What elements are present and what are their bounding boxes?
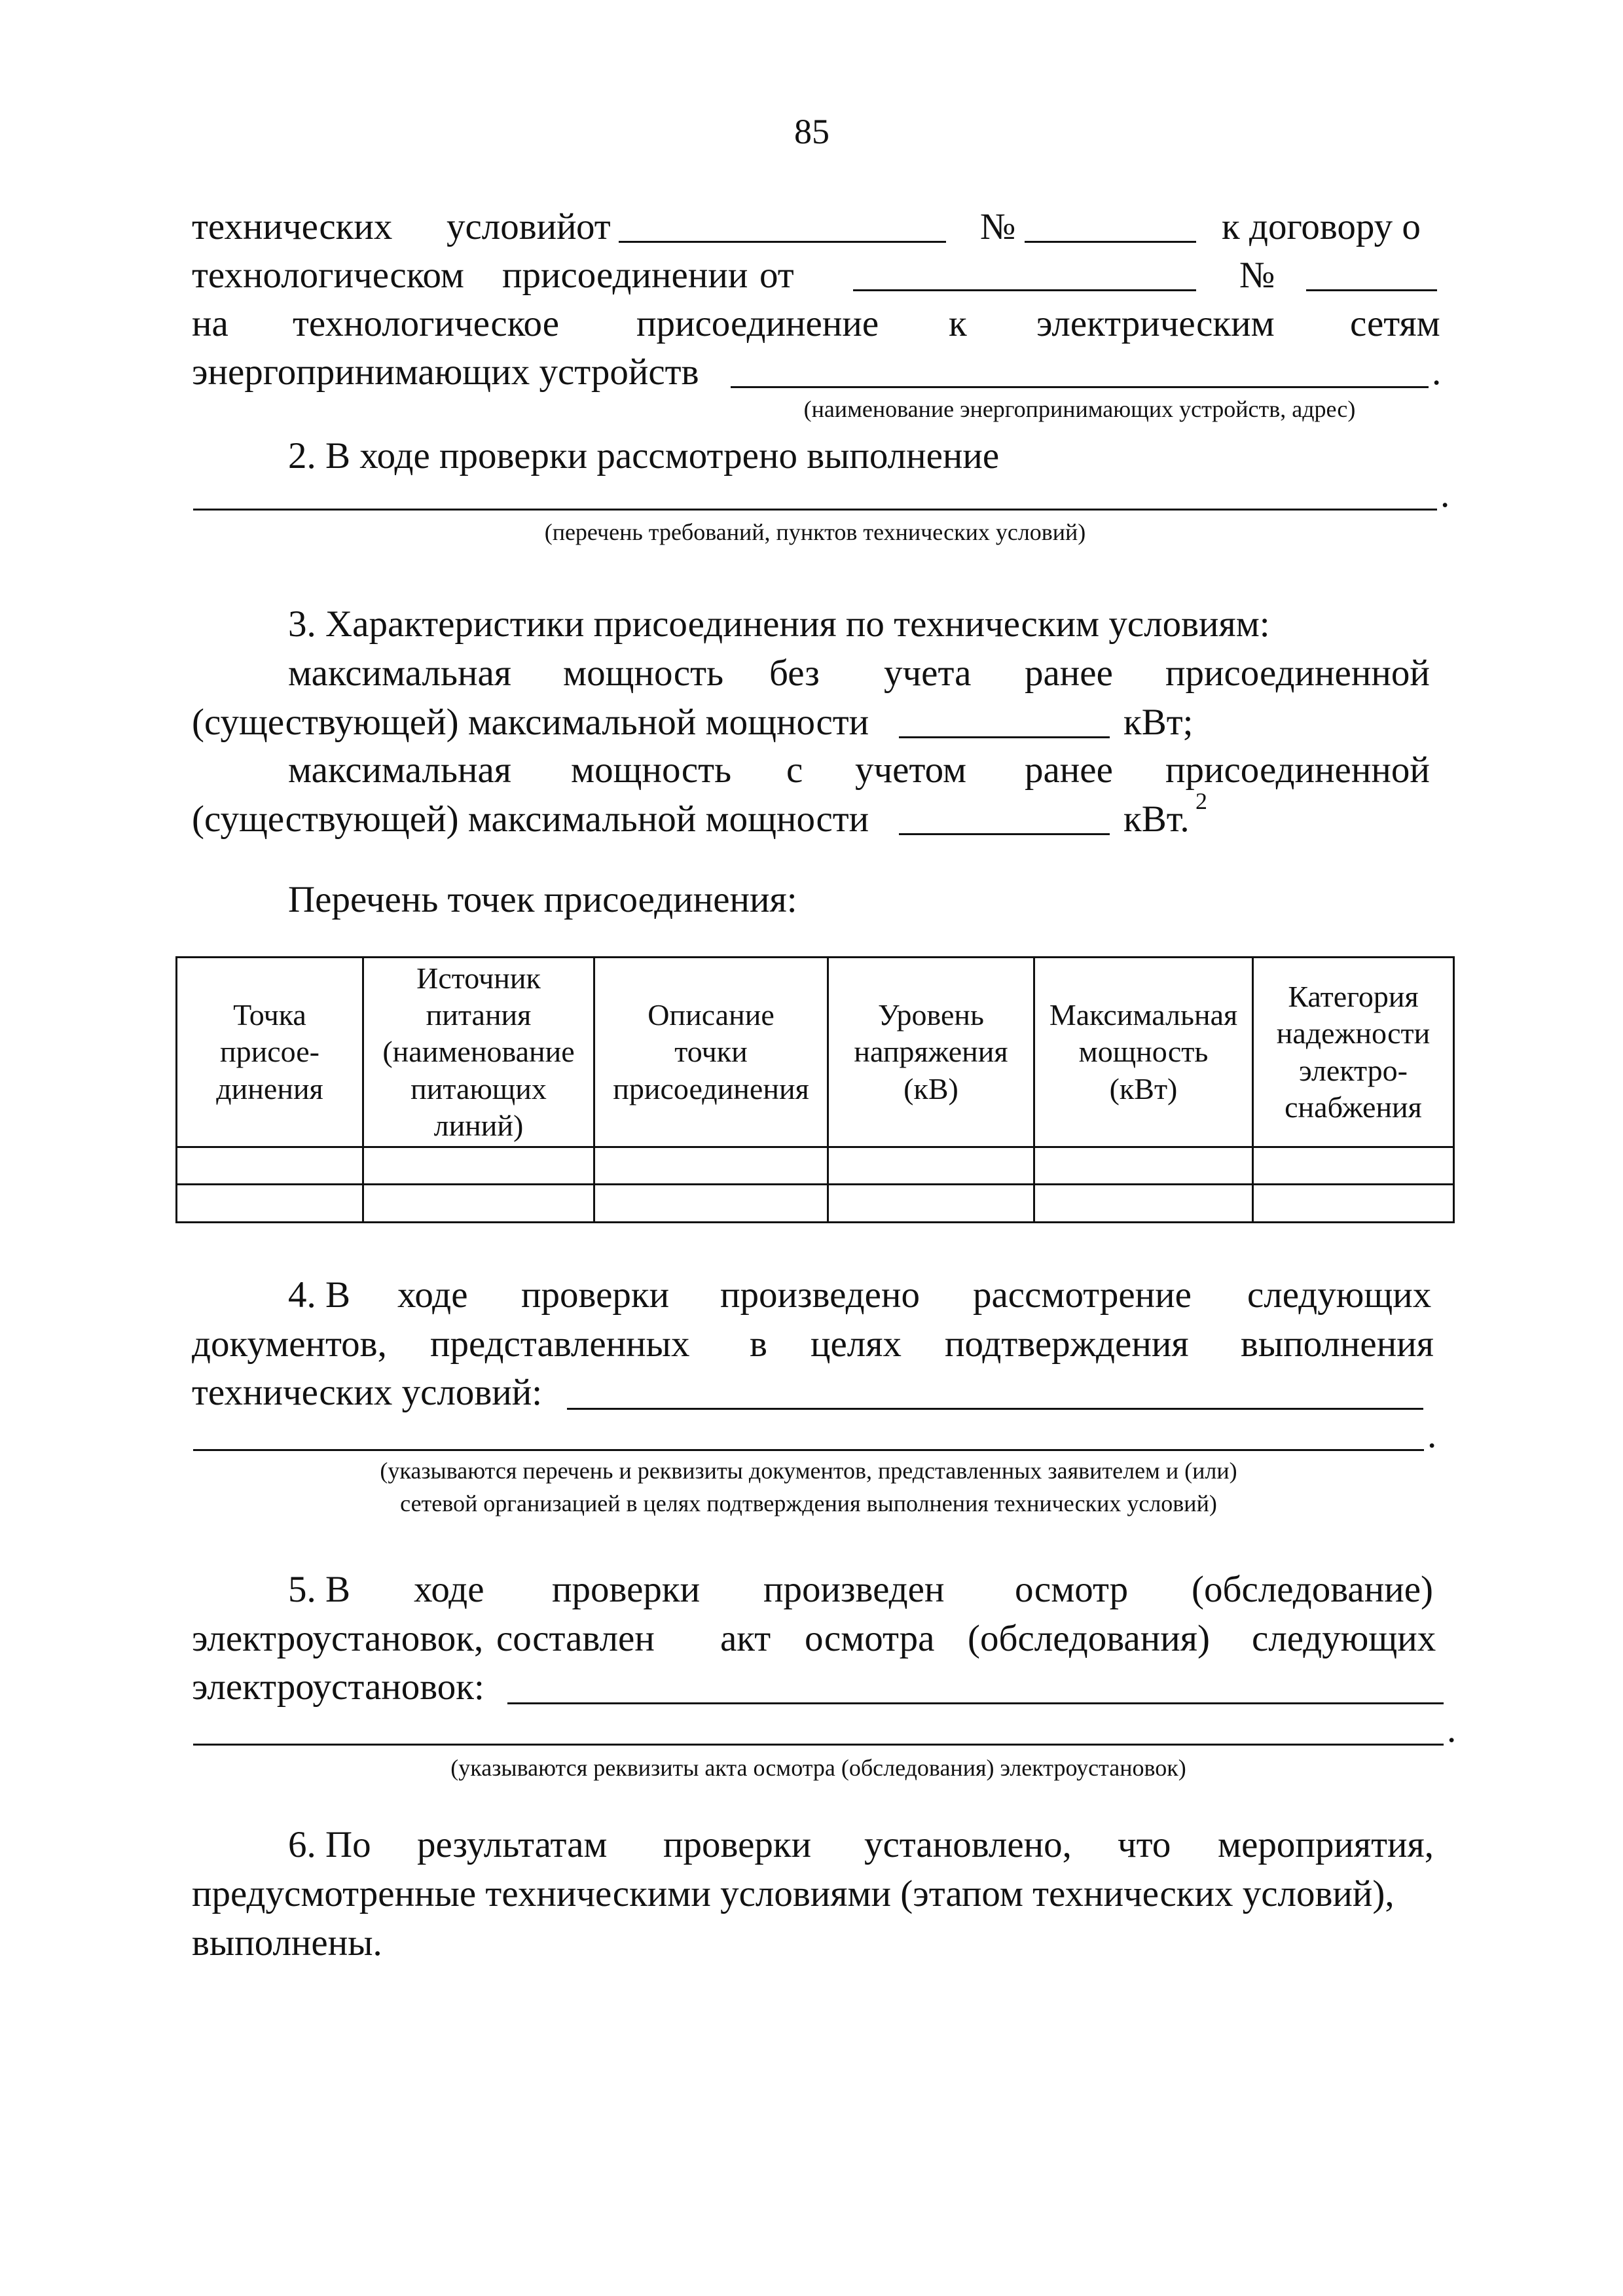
- max-power-without-blank[interactable]: [899, 736, 1110, 738]
- header-line: присое-: [220, 1035, 319, 1069]
- table-cell[interactable]: [364, 1148, 593, 1183]
- section-5-word: акт: [720, 1618, 771, 1659]
- section-4-word: произведено: [720, 1274, 920, 1316]
- header-line: (наименование: [382, 1035, 575, 1069]
- table-cell[interactable]: [595, 1185, 827, 1221]
- section-6-word: что: [1118, 1824, 1171, 1865]
- section-3-text: (существующей) максимальной мощности: [192, 702, 869, 743]
- intro-word: электрическим: [1036, 303, 1275, 344]
- intro-word: на: [192, 303, 228, 344]
- table-header-cell: [595, 958, 827, 1146]
- intro-word: технических: [192, 206, 393, 247]
- section-3-word: учетом: [855, 749, 967, 791]
- table-header-cell: [1254, 958, 1453, 1146]
- number-sign: №: [980, 206, 1016, 247]
- period: .: [1440, 474, 1450, 515]
- section-6-word: мероприятия,: [1218, 1824, 1434, 1865]
- section-5-word: проверки: [552, 1569, 701, 1610]
- page-number: 85: [794, 112, 830, 151]
- section-6-word: результатам: [417, 1824, 608, 1865]
- section-4-word: 4. В: [288, 1274, 351, 1316]
- devices-caption: (наименование энергопринимающих устройств, адрес): [803, 396, 1356, 422]
- section-4-word: представленных: [430, 1323, 690, 1365]
- section-3-word: ранее: [1025, 749, 1113, 791]
- section-6-word: установлено,: [864, 1824, 1072, 1865]
- section-5-word: 5. В: [288, 1569, 351, 1610]
- contract-date-blank[interactable]: [853, 289, 1196, 291]
- header-line: присоединения: [613, 1071, 809, 1105]
- table-border: [175, 1221, 1455, 1223]
- section-2-text: 2. В ходе проверки рассмотрено выполнение: [288, 435, 1000, 476]
- header-line: мощность: [1078, 1035, 1209, 1069]
- header-line: электро-: [1298, 1053, 1408, 1087]
- inspection-act-blank[interactable]: [507, 1702, 1444, 1704]
- header-line: Точка: [233, 998, 306, 1032]
- section-6-text: предусмотренные техническими условиями (этапом технических условий),: [192, 1873, 1395, 1914]
- requirements-blank[interactable]: [193, 509, 1437, 511]
- header-line: Категория: [1288, 980, 1419, 1014]
- table-cell[interactable]: [1035, 1148, 1252, 1183]
- section-3-word: присоединенной: [1165, 749, 1430, 791]
- devices-blank[interactable]: [731, 386, 1429, 388]
- intro-word: от: [576, 206, 611, 247]
- section-3-title: 3. Характеристики присоединения по техническим условиям:: [288, 603, 1270, 645]
- requirements-caption: (перечень требований, пунктов технических условий): [544, 519, 1086, 545]
- table-cell[interactable]: [829, 1148, 1033, 1183]
- section-4-word: целях: [811, 1323, 902, 1365]
- section-6-word: 6. По: [288, 1824, 371, 1865]
- section-5-word: ходе: [414, 1569, 484, 1610]
- intro-word: технологическое: [293, 303, 560, 344]
- intro-word: сетям: [1350, 303, 1440, 344]
- header-line: Описание: [647, 998, 775, 1032]
- section-3-text: (существующей) максимальной мощности: [192, 798, 869, 840]
- documents-blank-2[interactable]: [193, 1449, 1424, 1451]
- table-header-cell: [177, 958, 362, 1146]
- section-4-word: рассмотрение: [973, 1274, 1192, 1316]
- section-4-word: проверки: [521, 1274, 670, 1316]
- period: .: [1447, 1709, 1457, 1750]
- section-5-word: (обследование): [1192, 1569, 1434, 1610]
- unit-kw: кВт;: [1123, 702, 1194, 743]
- header-line: линий): [433, 1108, 524, 1142]
- section-5-text: электроустановок:: [192, 1666, 484, 1708]
- section-5-word: следующих: [1252, 1618, 1436, 1659]
- section-4-word: следующих: [1247, 1274, 1432, 1316]
- section-3-word: максимальная: [288, 653, 511, 694]
- header-line: Максимальная: [1049, 998, 1238, 1032]
- table-header-cell: [829, 958, 1033, 1146]
- section-5-word: произведен: [763, 1569, 945, 1610]
- header-line: снабжения: [1285, 1090, 1422, 1124]
- intro-word: к договору о: [1222, 206, 1421, 247]
- section-4-word: выполнения: [1241, 1323, 1434, 1365]
- header-line: динения: [216, 1071, 323, 1105]
- section-4-word: документов,: [192, 1323, 387, 1365]
- intro-word: присоединение: [636, 303, 879, 344]
- header-line: точки: [674, 1035, 748, 1069]
- section-3-word: присоединенной: [1165, 653, 1430, 694]
- number-blank[interactable]: [1025, 241, 1196, 243]
- table-cell[interactable]: [1254, 1148, 1453, 1183]
- section-4-word: ходе: [397, 1274, 468, 1316]
- intro-word: технологическом: [192, 255, 465, 296]
- section-3-word: мощность: [563, 653, 724, 694]
- table-cell[interactable]: [364, 1185, 593, 1221]
- section-3-word: учета: [884, 653, 972, 694]
- header-line: надежности: [1276, 1016, 1431, 1050]
- section-3-word: максимальная: [288, 749, 511, 791]
- period: .: [1432, 351, 1442, 393]
- table-cell[interactable]: [1254, 1185, 1453, 1221]
- header-line: питающих: [410, 1071, 547, 1105]
- points-title: Перечень точек присоединения:: [288, 879, 797, 920]
- table-cell[interactable]: [177, 1148, 362, 1183]
- section-5-word: осмотр: [1015, 1569, 1129, 1610]
- section-4-word: подтверждения: [945, 1323, 1189, 1365]
- section-3-word: без: [769, 653, 820, 694]
- section-3-word: с: [786, 749, 803, 791]
- table-header-cell: [364, 958, 593, 1146]
- documents-caption: (указываются перечень и реквизиты документов, представленных заявителем и (или): [380, 1458, 1237, 1484]
- intro-word: условий: [447, 206, 577, 247]
- date-blank[interactable]: [619, 241, 946, 243]
- footnote-marker: 2: [1195, 788, 1207, 814]
- inspection-act-blank-2[interactable]: [193, 1744, 1444, 1746]
- header-line: Уровень: [877, 998, 984, 1032]
- intro-word: к: [949, 303, 967, 344]
- contract-number-blank[interactable]: [1306, 289, 1437, 291]
- table-cell[interactable]: [595, 1148, 827, 1183]
- header-line: напряжения: [854, 1035, 1008, 1069]
- intro-word: энергопринимающих устройств: [192, 351, 699, 393]
- section-4-word: в: [750, 1323, 767, 1365]
- table-cell[interactable]: [177, 1185, 362, 1221]
- table-border: [1453, 956, 1455, 1223]
- table-cell[interactable]: [1035, 1185, 1252, 1221]
- section-3-word: ранее: [1025, 653, 1113, 694]
- section-5-word: составлен: [496, 1618, 655, 1659]
- section-5-word: электроустановок,: [192, 1618, 484, 1659]
- section-6-text: выполнены.: [192, 1922, 382, 1964]
- period: .: [1427, 1414, 1437, 1456]
- table-cell[interactable]: [829, 1185, 1033, 1221]
- documents-blank[interactable]: [567, 1408, 1423, 1410]
- header-line: Источник: [416, 961, 541, 996]
- section-4-text: технических условий:: [192, 1372, 543, 1413]
- unit-kw: кВт.: [1123, 798, 1190, 840]
- header-line: (кВ): [903, 1071, 958, 1105]
- section-5-word: (обследования): [968, 1618, 1210, 1659]
- documents-caption: сетевой организацией в целях подтверждения выполнения технических условий): [400, 1490, 1217, 1516]
- header-line: питания: [426, 998, 532, 1032]
- header-line: (кВт): [1109, 1071, 1178, 1105]
- intro-word: присоединении: [502, 255, 748, 296]
- number-sign: №: [1239, 255, 1275, 296]
- intro-word: от: [759, 255, 794, 296]
- section-5-word: осмотра: [805, 1618, 935, 1659]
- max-power-with-blank[interactable]: [899, 833, 1110, 835]
- table-header-cell: [1035, 958, 1252, 1146]
- section-6-word: проверки: [663, 1824, 812, 1865]
- inspection-act-caption: (указываются реквизиты акта осмотра (обследования) электроустановок): [450, 1755, 1186, 1781]
- section-3-word: мощность: [571, 749, 732, 791]
